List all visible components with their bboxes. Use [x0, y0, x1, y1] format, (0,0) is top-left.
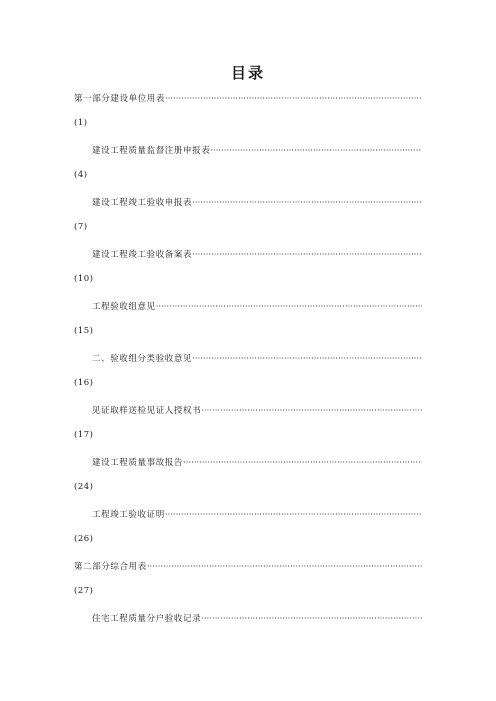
- toc-page-number: (7): [74, 222, 88, 232]
- toc-entry-label: 建设工程竣工验收备案表: [92, 250, 193, 260]
- toc-entry-label: 建设工程竣工验收申报表: [92, 198, 193, 208]
- toc-entry-acceptance-group-opinion[interactable]: [92, 300, 422, 314]
- toc-page-number: (27): [74, 586, 94, 596]
- toc-leader-dots: [210, 146, 422, 156]
- toc-leader-dots: [201, 406, 422, 416]
- toc-entry-completion-acceptance-certificate[interactable]: [92, 508, 422, 522]
- toc-entry-label: 二、验收组分类验收意见: [92, 354, 193, 364]
- toc-entry-witness-authorization[interactable]: [92, 404, 422, 418]
- toc-page-number: (26): [74, 534, 94, 544]
- toc-entry-classified-acceptance-opinion[interactable]: [92, 352, 422, 366]
- toc-leader-dots: [165, 94, 422, 104]
- toc-entry-label: 建设工程质量监督注册申报表: [92, 146, 211, 156]
- toc-page-number: (10): [74, 274, 94, 284]
- toc-entry-part2[interactable]: [74, 560, 422, 574]
- toc-entry-label: 工程验收组意见: [92, 302, 156, 312]
- toc-entry-quality-accident-report[interactable]: [92, 456, 422, 470]
- toc-page-number: (15): [74, 326, 94, 336]
- toc-leader-dots: [192, 198, 422, 208]
- toc-page-number: (16): [74, 378, 94, 388]
- toc-entry-household-acceptance-record[interactable]: [92, 612, 422, 626]
- toc-page-number: (17): [74, 430, 94, 440]
- toc-leader-dots: [192, 250, 422, 260]
- toc-page-number: (4): [74, 170, 88, 180]
- page-title: 目录: [230, 64, 265, 82]
- toc-entry-label: 第一部分建设单位用表: [74, 94, 166, 104]
- toc-leader-dots: [192, 354, 422, 364]
- toc-entry-part1[interactable]: [74, 92, 422, 106]
- toc-entry-label: 第二部分综合用表: [74, 562, 147, 572]
- toc-page-number: (24): [74, 482, 94, 492]
- toc-leader-dots: [201, 614, 422, 624]
- toc-entry-label: 住宅工程质量分户验收记录: [92, 614, 202, 624]
- toc-entry-label: 见证取样送检见证人授权书: [92, 406, 202, 416]
- toc-entry-completion-acceptance-application[interactable]: [92, 196, 422, 210]
- toc-leader-dots: [183, 458, 422, 468]
- toc-leader-dots: [165, 510, 422, 520]
- toc-entry-quality-supervision-registration[interactable]: [92, 144, 422, 158]
- toc-leader-dots: [156, 302, 422, 312]
- toc-page-number: (1): [74, 118, 88, 128]
- toc-entry-label: 建设工程质量事故报告: [92, 458, 184, 468]
- toc-leader-dots: [147, 562, 422, 572]
- toc-entry-completion-acceptance-filing[interactable]: [92, 248, 422, 262]
- toc-entry-label: 工程竣工验收证明: [92, 510, 165, 520]
